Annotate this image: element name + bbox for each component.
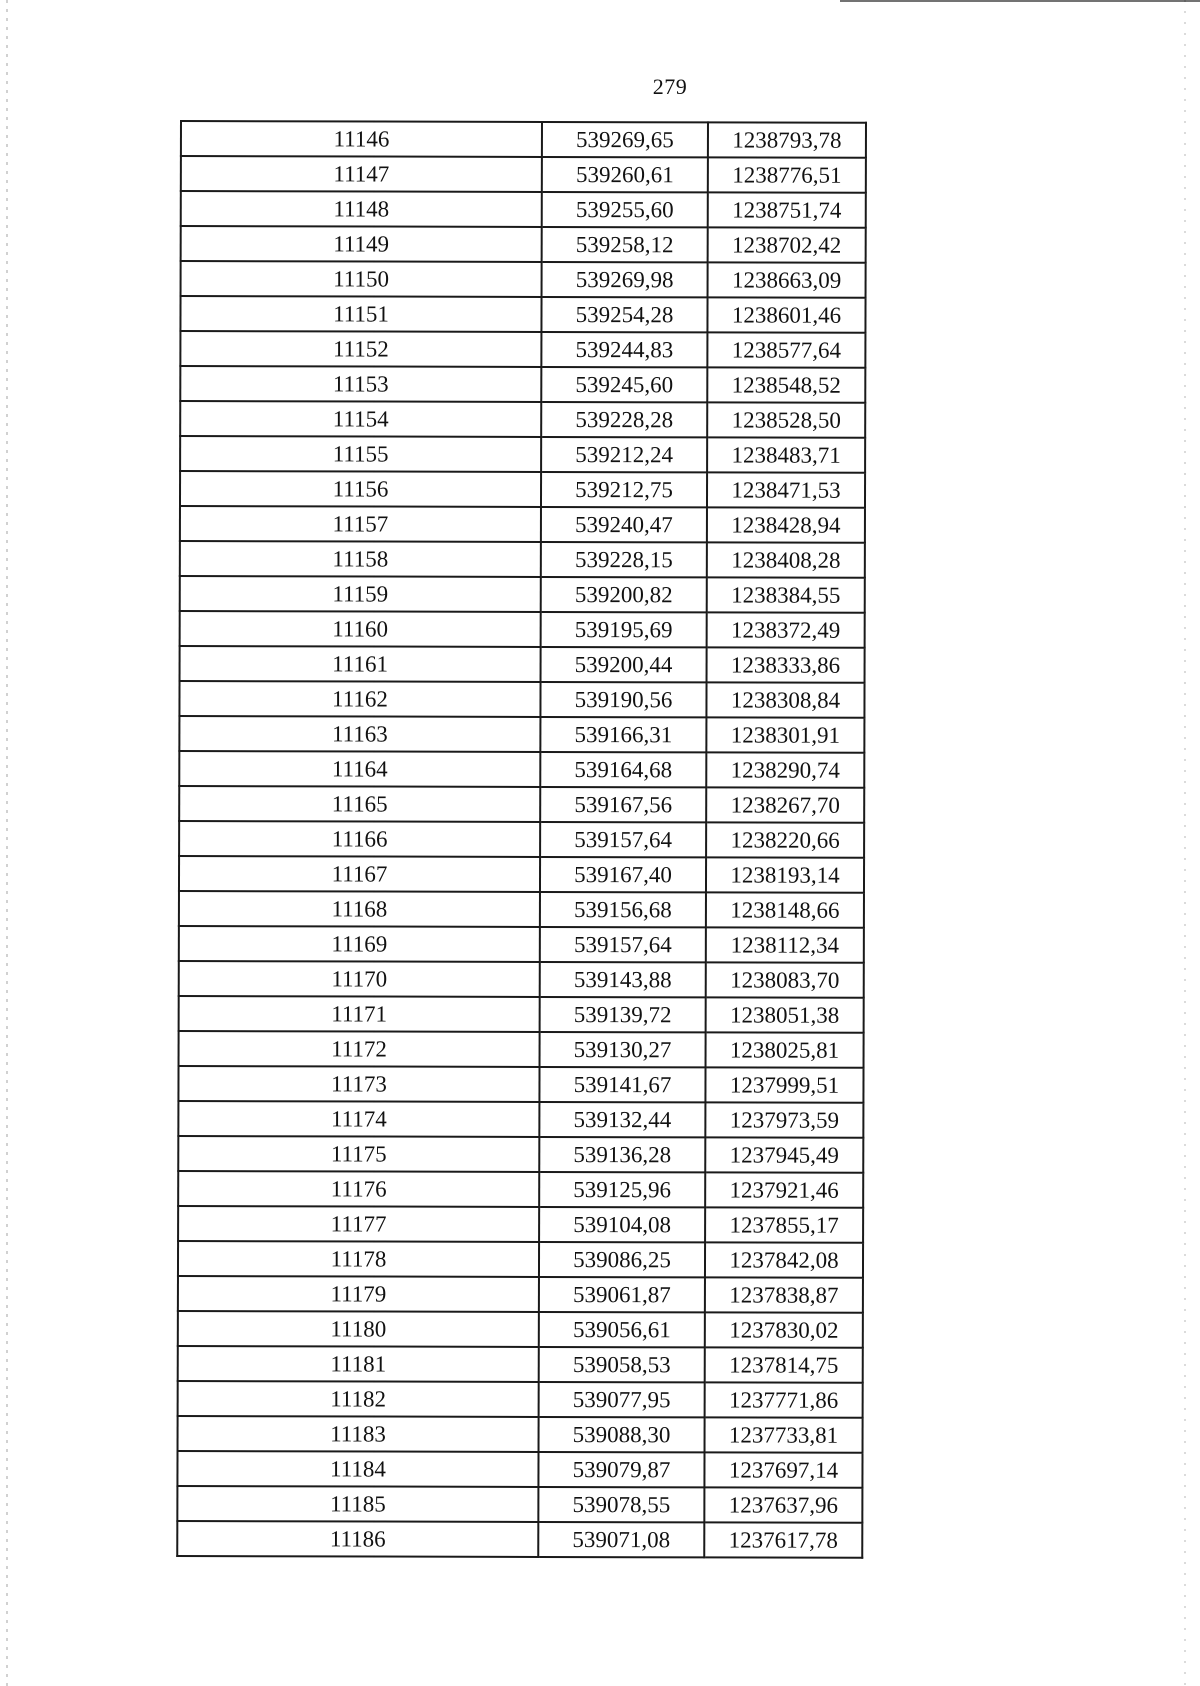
table-row	[181, 121, 866, 158]
y-coordinate-cell: 1237855,17	[705, 1207, 863, 1242]
table-row	[179, 821, 864, 858]
point-number-cell: 11167	[179, 856, 540, 892]
x-coordinate-cell: 539139,72	[540, 997, 706, 1032]
x-coordinate-cell: 539079,87	[538, 1452, 704, 1487]
point-number-cell: 11150	[181, 261, 542, 297]
x-coordinate-cell: 539088,30	[539, 1417, 705, 1452]
table-row	[181, 226, 866, 263]
y-coordinate-cell: 1238112,34	[706, 927, 864, 962]
x-coordinate-cell: 539061,87	[539, 1277, 705, 1312]
x-coordinate-cell: 539212,24	[541, 437, 707, 472]
point-number-cell: 11177	[178, 1206, 539, 1242]
point-number-cell: 11168	[179, 891, 540, 927]
table-row	[179, 786, 864, 823]
table-row	[178, 1346, 863, 1383]
point-number-cell: 11179	[178, 1276, 539, 1312]
x-coordinate-cell: 539136,28	[539, 1137, 705, 1172]
point-number-cell: 11166	[179, 821, 540, 857]
point-number-cell: 11161	[180, 646, 541, 682]
table-row	[177, 1486, 862, 1523]
point-number-cell: 11181	[178, 1346, 539, 1382]
point-number-cell: 11164	[179, 751, 540, 787]
y-coordinate-cell: 1238702,42	[708, 227, 866, 262]
table-row	[178, 1311, 863, 1348]
x-coordinate-cell: 539212,75	[541, 472, 707, 507]
point-number-cell: 11151	[180, 296, 541, 332]
table-row	[179, 926, 864, 963]
y-coordinate-cell: 1238220,66	[706, 822, 864, 857]
point-number-cell: 11147	[181, 156, 542, 192]
table-row	[177, 1451, 862, 1488]
point-number-cell: 11156	[180, 471, 541, 507]
table-row	[180, 296, 865, 333]
table-row	[178, 1241, 863, 1278]
x-coordinate-cell: 539258,12	[542, 227, 708, 262]
table-row	[179, 961, 864, 998]
table-row	[180, 366, 865, 403]
y-coordinate-cell: 1237814,75	[705, 1347, 863, 1382]
table-row	[180, 611, 865, 648]
table-row	[179, 856, 864, 893]
table-row	[178, 1136, 863, 1173]
table-row	[179, 716, 864, 753]
scan-edge-right	[1184, 0, 1186, 1686]
point-number-cell: 11155	[180, 436, 541, 472]
y-coordinate-cell: 1237733,81	[705, 1417, 863, 1452]
x-coordinate-cell: 539190,56	[540, 682, 706, 717]
point-number-cell: 11169	[179, 926, 540, 962]
y-coordinate-cell: 1238372,49	[707, 612, 865, 647]
point-number-cell: 11158	[180, 541, 541, 577]
x-coordinate-cell: 539195,69	[541, 612, 707, 647]
y-coordinate-cell: 1237830,02	[705, 1312, 863, 1347]
point-number-cell: 11180	[178, 1311, 539, 1347]
table-row	[180, 646, 865, 683]
x-coordinate-cell: 539086,25	[539, 1242, 705, 1277]
point-number-cell: 11162	[179, 681, 540, 717]
y-coordinate-cell: 1238776,51	[708, 157, 866, 192]
x-coordinate-cell: 539245,60	[541, 367, 707, 402]
table-row	[180, 541, 865, 578]
x-coordinate-cell: 539056,61	[539, 1312, 705, 1347]
x-coordinate-cell: 539240,47	[541, 507, 707, 542]
y-coordinate-cell: 1238083,70	[706, 962, 864, 997]
x-coordinate-cell: 539077,95	[539, 1382, 705, 1417]
x-coordinate-cell: 539130,27	[540, 1032, 706, 1067]
x-coordinate-cell: 539260,61	[542, 157, 708, 192]
y-coordinate-cell: 1237838,87	[705, 1277, 863, 1312]
point-number-cell: 11175	[178, 1136, 539, 1172]
scan-edge-left	[6, 0, 8, 1686]
table-row	[178, 1066, 863, 1103]
x-coordinate-cell: 539164,68	[540, 752, 706, 787]
y-coordinate-cell: 1238308,84	[706, 682, 864, 717]
x-coordinate-cell: 539071,08	[538, 1522, 704, 1557]
y-coordinate-cell: 1237637,96	[704, 1487, 862, 1522]
y-coordinate-cell: 1237842,08	[705, 1242, 863, 1277]
coordinates-table	[176, 120, 867, 1559]
x-coordinate-cell: 539255,60	[542, 192, 708, 227]
y-coordinate-cell: 1238384,55	[707, 577, 865, 612]
table-row	[180, 471, 865, 508]
y-coordinate-cell: 1237999,51	[705, 1067, 863, 1102]
table-row	[179, 1031, 864, 1068]
table-row	[178, 1206, 863, 1243]
table-row	[177, 1521, 862, 1558]
table-row	[180, 331, 865, 368]
point-number-cell: 11178	[178, 1241, 539, 1277]
table-body	[177, 121, 866, 1558]
x-coordinate-cell: 539200,82	[541, 577, 707, 612]
point-number-cell: 11173	[178, 1066, 539, 1102]
table-row	[180, 576, 865, 613]
point-number-cell: 11176	[178, 1171, 539, 1207]
x-coordinate-cell: 539167,56	[540, 787, 706, 822]
x-coordinate-cell: 539254,28	[541, 297, 707, 332]
x-coordinate-cell: 539104,08	[539, 1207, 705, 1242]
point-number-cell: 11170	[179, 961, 540, 997]
y-coordinate-cell: 1238025,81	[706, 1032, 864, 1067]
y-coordinate-cell: 1237617,78	[704, 1522, 862, 1557]
x-coordinate-cell: 539156,68	[540, 892, 706, 927]
table-row	[178, 1101, 863, 1138]
table-row	[181, 261, 866, 298]
y-coordinate-cell: 1238528,50	[707, 402, 865, 437]
point-number-cell: 11174	[178, 1101, 539, 1137]
point-number-cell: 11186	[177, 1521, 538, 1557]
scan-top-line	[840, 0, 1200, 2]
point-number-cell: 11152	[180, 331, 541, 367]
table-row	[178, 1381, 863, 1418]
y-coordinate-cell: 1238290,74	[706, 752, 864, 787]
x-coordinate-cell: 539166,31	[540, 717, 706, 752]
point-number-cell: 11148	[181, 191, 542, 227]
x-coordinate-cell: 539143,88	[540, 962, 706, 997]
table-row	[178, 1276, 863, 1313]
table-row	[180, 436, 865, 473]
table-row	[179, 681, 864, 718]
y-coordinate-cell: 1238793,78	[708, 122, 866, 157]
point-number-cell: 11183	[178, 1416, 539, 1452]
y-coordinate-cell: 1238193,14	[706, 857, 864, 892]
y-coordinate-cell: 1237697,14	[704, 1452, 862, 1487]
x-coordinate-cell: 539058,53	[539, 1347, 705, 1382]
point-number-cell: 11157	[180, 506, 541, 542]
x-coordinate-cell: 539200,44	[541, 647, 707, 682]
x-coordinate-cell: 539269,65	[542, 122, 708, 157]
point-number-cell: 11171	[179, 996, 540, 1032]
table-row	[178, 1416, 863, 1453]
y-coordinate-cell: 1237921,46	[705, 1172, 863, 1207]
x-coordinate-cell: 539125,96	[539, 1172, 705, 1207]
x-coordinate-cell: 539078,55	[538, 1487, 704, 1522]
x-coordinate-cell: 539269,98	[542, 262, 708, 297]
point-number-cell: 11153	[180, 366, 541, 402]
point-number-cell: 11184	[177, 1451, 538, 1487]
y-coordinate-cell: 1238148,66	[706, 892, 864, 927]
y-coordinate-cell: 1238333,86	[707, 647, 865, 682]
x-coordinate-cell: 539132,44	[539, 1102, 705, 1137]
table-row	[179, 751, 864, 788]
page-number: 279	[652, 74, 688, 99]
x-coordinate-cell: 539141,67	[539, 1067, 705, 1102]
table-row	[179, 891, 864, 928]
table-row	[178, 1171, 863, 1208]
point-number-cell: 11165	[179, 786, 540, 822]
point-number-cell: 11159	[180, 576, 541, 612]
y-coordinate-cell: 1238301,91	[706, 717, 864, 752]
y-coordinate-cell: 1238428,94	[707, 507, 865, 542]
y-coordinate-cell: 1238267,70	[706, 787, 864, 822]
y-coordinate-cell: 1238051,38	[706, 997, 864, 1032]
table-row	[181, 156, 866, 193]
y-coordinate-cell: 1237945,49	[705, 1137, 863, 1172]
x-coordinate-cell: 539244,83	[541, 332, 707, 367]
table-row	[179, 996, 864, 1033]
y-coordinate-cell: 1238601,46	[707, 297, 865, 332]
x-coordinate-cell: 539228,28	[541, 402, 707, 437]
table-row	[181, 191, 866, 228]
y-coordinate-cell: 1238751,74	[708, 192, 866, 227]
y-coordinate-cell: 1237771,86	[705, 1382, 863, 1417]
y-coordinate-cell: 1238577,64	[707, 332, 865, 367]
x-coordinate-cell: 539228,15	[541, 542, 707, 577]
point-number-cell: 11149	[181, 226, 542, 262]
point-number-cell: 11146	[181, 121, 542, 157]
point-number-cell: 11185	[177, 1486, 538, 1522]
point-number-cell: 11154	[180, 401, 541, 437]
x-coordinate-cell: 539157,64	[540, 822, 706, 857]
x-coordinate-cell: 539167,40	[540, 857, 706, 892]
point-number-cell: 11160	[180, 611, 541, 647]
point-number-cell: 11172	[179, 1031, 540, 1067]
y-coordinate-cell: 1238483,71	[707, 437, 865, 472]
point-number-cell: 11163	[179, 716, 540, 752]
y-coordinate-cell: 1238663,09	[708, 262, 866, 297]
point-number-cell: 11182	[178, 1381, 539, 1417]
y-coordinate-cell: 1238548,52	[707, 367, 865, 402]
table-row	[180, 401, 865, 438]
y-coordinate-cell: 1238408,28	[707, 542, 865, 577]
y-coordinate-cell: 1237973,59	[705, 1102, 863, 1137]
y-coordinate-cell: 1238471,53	[707, 472, 865, 507]
x-coordinate-cell: 539157,64	[540, 927, 706, 962]
table-row	[180, 506, 865, 543]
